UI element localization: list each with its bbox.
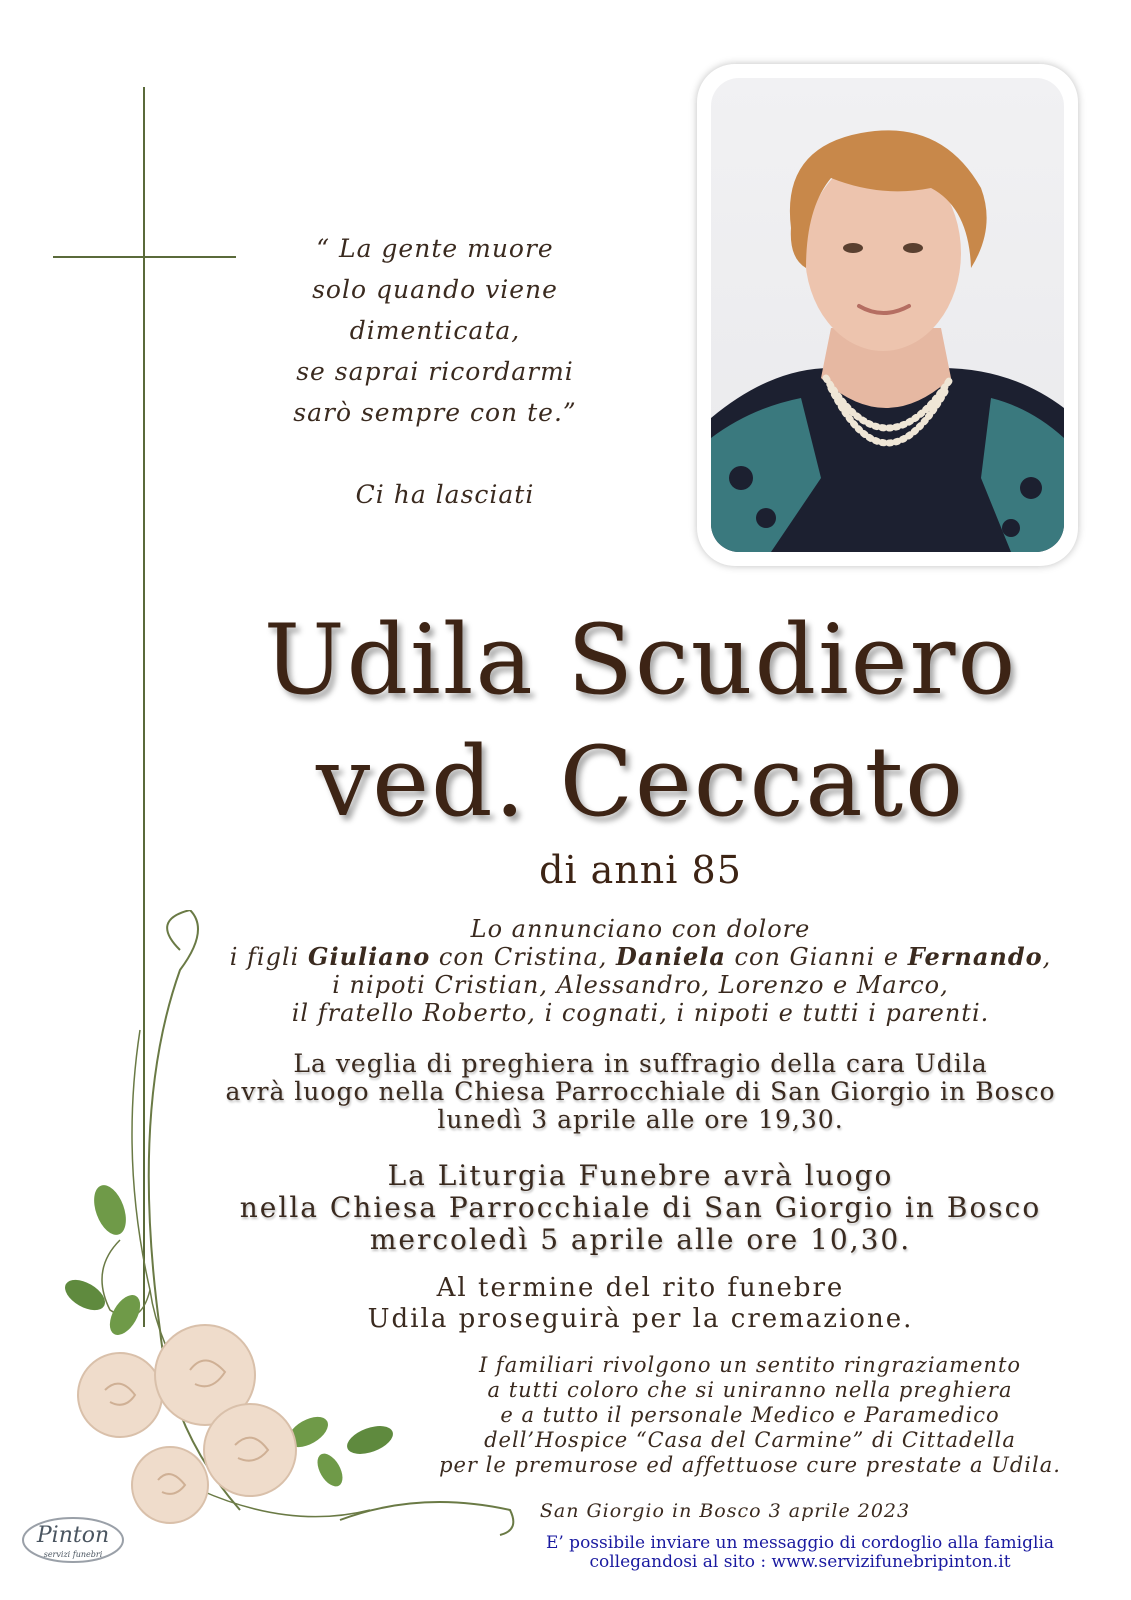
thanks-line: a tutti coloro che si uniranno nella preghiera bbox=[487, 1378, 1013, 1402]
website-link[interactable]: collegandosi al sito : www.servizifunebripinton.it bbox=[589, 1552, 1011, 1572]
pinton-logo bbox=[18, 1510, 128, 1570]
announcement-line: il fratello Roberto, i cognati, i nipoti e tutti i parenti. bbox=[291, 999, 990, 1027]
deceased-name: Udila Scudiero bbox=[263, 604, 1018, 716]
vigil-line: lunedì 3 aprile alle ore 19,30. bbox=[437, 1105, 844, 1134]
floral-decoration bbox=[40, 910, 560, 1600]
thanks-line: dell’Hospice “Casa del Carmine” di Cittadella bbox=[484, 1428, 1016, 1452]
term-line: Al termine del rito funebre bbox=[436, 1273, 845, 1303]
text-part: , bbox=[1042, 943, 1052, 971]
quote-line: se saprai ricordarmi bbox=[296, 357, 574, 386]
liturgy-line: mercoledì 5 aprile alle ore 10,30. bbox=[369, 1223, 912, 1256]
portrait-photo bbox=[711, 78, 1064, 552]
quote-line: solo quando viene dimenticata, bbox=[312, 275, 558, 345]
text-part: i figli bbox=[229, 943, 308, 971]
child-name: Giuliano bbox=[307, 942, 431, 971]
website-line: E’ possibile inviare un messaggio di cordoglio alla famiglia bbox=[545, 1533, 1055, 1553]
condolence-website-info bbox=[500, 1534, 1100, 1572]
deceased-age: di anni 85 bbox=[539, 848, 742, 892]
child-name: Daniela bbox=[616, 942, 726, 971]
liturgy-line: nella Chiesa Parrocchiale di San Giorgio in Bosco bbox=[239, 1191, 1042, 1224]
quote-line: “ La gente muore bbox=[316, 234, 554, 263]
thanks-line: e a tutto il personale Medico e Paramedico bbox=[500, 1403, 1000, 1427]
text-part: con Cristina, bbox=[430, 943, 617, 971]
portrait-illustration bbox=[711, 78, 1064, 552]
portrait-photo-frame bbox=[697, 64, 1078, 566]
epitaph-quote bbox=[225, 228, 645, 433]
thanks-line: per le premurose ed affettuose cure prestate a Udila. bbox=[439, 1453, 1061, 1477]
term-line: Udila proseguirà per la cremazione. bbox=[367, 1304, 914, 1334]
svg-text:servizi funebri: servizi funebri bbox=[43, 1550, 103, 1559]
svg-text:Pinton: Pinton bbox=[36, 1523, 110, 1548]
text-part: con Gianni e bbox=[725, 943, 908, 971]
thanks-line: I familiari rivolgono un sentito ringraziamento bbox=[478, 1353, 1022, 1377]
announcement-line: i nipoti Cristian, Alessandro, Lorenzo e Marco, bbox=[332, 971, 949, 999]
cross-horizontal bbox=[53, 256, 236, 258]
liturgy-line: La Liturgia Funebre avrà luogo bbox=[387, 1159, 894, 1192]
announcement-line: Lo annunciano con dolore bbox=[470, 915, 811, 943]
child-name: Fernando bbox=[907, 942, 1043, 971]
vigil-line: avrà luogo nella Chiesa Parrocchiale di San Giorgio in Bosco bbox=[225, 1077, 1056, 1106]
left-message: Ci ha lasciati bbox=[355, 480, 535, 509]
deceased-married-name: ved. Ceccato bbox=[316, 726, 965, 838]
quote-line: sarò sempre con te.” bbox=[293, 398, 577, 427]
vigil-line: La veglia di preghiera in suffragio della cara Udila bbox=[293, 1049, 988, 1078]
place-date: San Giorgio in Bosco 3 aprile 2023 bbox=[539, 1500, 911, 1522]
